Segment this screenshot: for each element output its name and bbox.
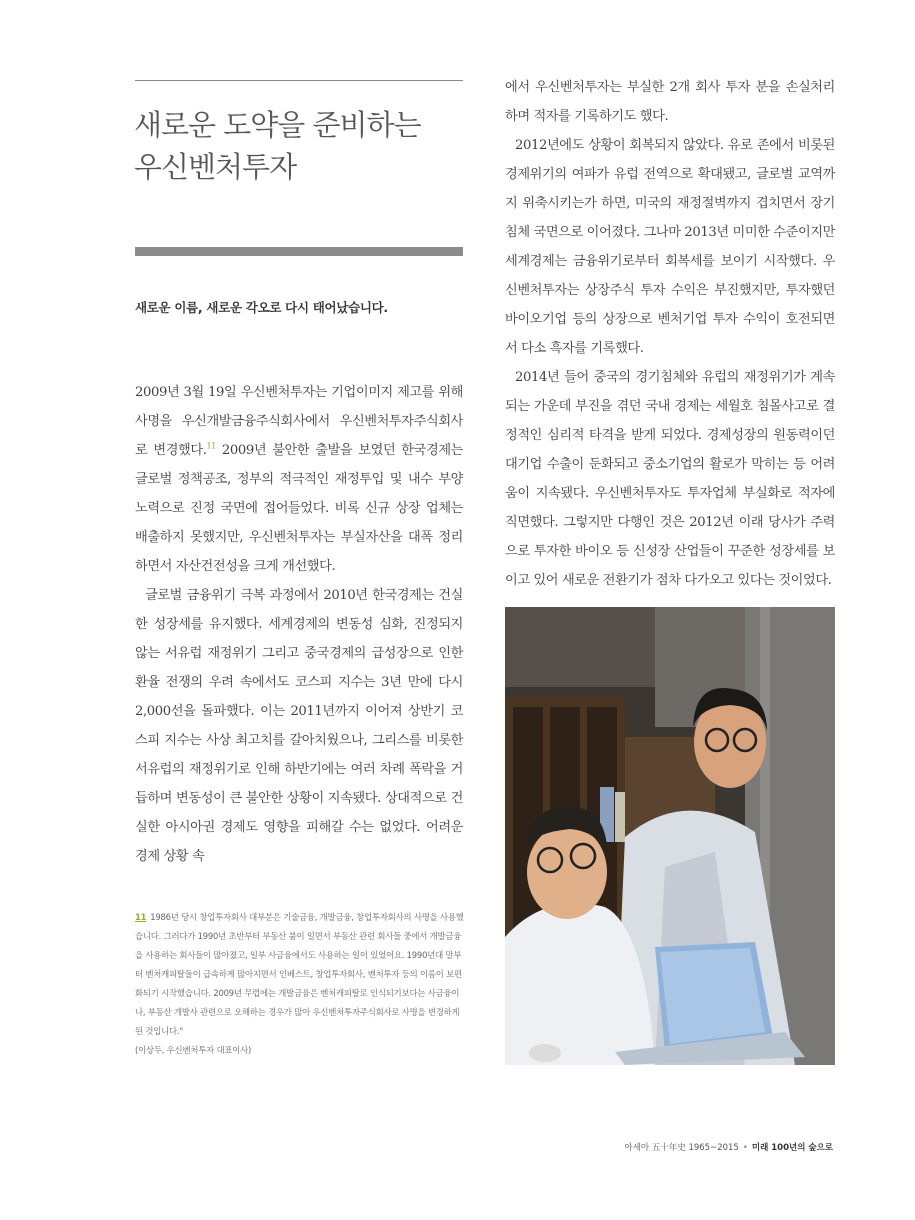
office-photo [505, 607, 835, 1065]
left-paragraph-2: 글로벌 금융위기 극복 과정에서 2010년 한국경제는 건실한 성장세를 유지했다. 세계경제의 변동성 심화, 진정되지 않는 서유럽 재정위기 그리고 중국경제의 급성장으로 인한 환율 전쟁의 우려 속에서도 코스피 지수는 3년 만에 다시 2,000선을 돌파했다. 이는 2011년까지 이어져 상반기 코스피 지수는 사상 최고치를 갈아치웠으나, 그리스를 비롯한 서유럽의 재정위기로 인해 하반기에는 여러 차례 폭락을 거듭하며 변동성이 큰 불안한 상황이 지속됐다. 상대적으로 건실한 아시아권 경제도 영향을 피해갈 수는 없었다. 어려운 경제 상황 속 [135, 588, 463, 864]
page-footer [624, 1141, 833, 1153]
footnote [135, 908, 465, 1060]
left-paragraph-1-text: 2009년 3월 19일 우신벤처투자는 기업이미지 제고를 위해 사명을 우신개발금융주식회사에서 우신벤처투자주식회사로 변경했다. [135, 385, 463, 458]
footnote-number: 11 [135, 912, 147, 922]
footer-section-title: 미래 100년의 숲으로 [751, 1143, 833, 1153]
top-rule [135, 80, 463, 81]
footnote-attribution: (이상두, 우신벤처투자 대표이사) [135, 1045, 252, 1055]
right-paragraph-1: 에서 우신벤처투자는 부실한 2개 회사 투자 분을 손실처리하며 적자를 기록하기도 했다. [505, 80, 835, 124]
left-paragraph-1-continued: 2009년 불안한 출발을 보였던 한국경제는 글로벌 정책공조, 정부의 적극적인 재정투입 및 내수 부양 노력으로 진정 국면에 접어들었다. 비록 신규 상장 업체는 배출하지 못했지만, 우신벤처투자는 부실자산을 대폭 정리하면서 자산건전성을 크게 개선했다. [135, 443, 463, 574]
page-title-line-1: 새로운 도약을 준비하는 [134, 108, 421, 142]
footer-book-title: 아세아 五十年史 1965~2015 [624, 1143, 739, 1153]
footnote-text: 1986년 당시 창업투자회사 대부분은 기술금융, 개발금융, 창업투자회사의 사명을 사용했습니다. 그러다가 1990년 초반부터 부동산 붐이 일면서 부동산 관련 회사들 중에서 개발금융을 사용하는 회사들이 많아졌고, 일부 사금융에서도 사용하는 일이 있었어요. 1990년대 말부터 벤처캐피탈들이 급속하게 많아지면서 인베스트, 창업투자회사, 벤처투자 등의 이름이 보편화되기 시작했습니다. 2009년 무렵에는 개발금융은 벤처캐피탈로 인식되기보다는 사금융이나, 부동산 개발사 관련으로 오해하는 경우가 많아 우신벤처투자주식회사로 사명을 변경하게 된 것입니다." [135, 912, 464, 1036]
footer-separator: • [742, 1143, 748, 1153]
left-text-column [135, 378, 463, 871]
page-title-line-2: 우신벤처투자 [134, 150, 297, 184]
page-title [134, 104, 464, 188]
right-paragraph-2: 2012년에도 상황이 회복되지 않았다. 유로 존에서 비롯된 경제위기의 여파가 유럽 전역으로 확대됐고, 글로벌 교역까지 위축시키는가 하면, 미국의 재정절벽까지 겹치면서 장기 침체 국면으로 이어졌다. 그나마 2013년 미미한 수준이지만 세계경제는 금융위기로부터 회복세를 보이기 시작했다. 우신벤처투자는 상장주식 투자 수익은 부진했지만, 투자했던 바이오기업 등의 상장으로 벤처기업 투자 수익이 호전되면서 다소 흑자를 기록했다. [505, 138, 835, 356]
section-subtitle: 새로운 이름, 새로운 각오로 다시 태어났습니다. [135, 300, 388, 315]
right-paragraph-3: 2014년 들어 중국의 경기침체와 유럽의 재정위기가 계속되는 가운데 부진을 겪던 국내 경제는 세월호 침몰사고로 결정적인 심리적 타격을 받게 되었다. 경제성장의 원동력이던 대기업 수출이 둔화되고 중소기업의 활로가 막히는 등 어려움이 지속됐다. 우신벤처투자도 투자업체 부실화로 적자에 직면했다. 그렇지만 다행인 것은 2012년 이래 당사가 주력으로 투자한 바이오 등 신성장 산업들이 꾸준한 성장세를 보이고 있어 새로운 전환기가 점차 다가오고 있다는 것이었다. [505, 370, 835, 588]
right-text-column [505, 73, 835, 595]
left-paragraph-1 [135, 378, 463, 581]
footnote-reference: 11 [206, 441, 216, 451]
title-divider-bar [135, 247, 463, 256]
